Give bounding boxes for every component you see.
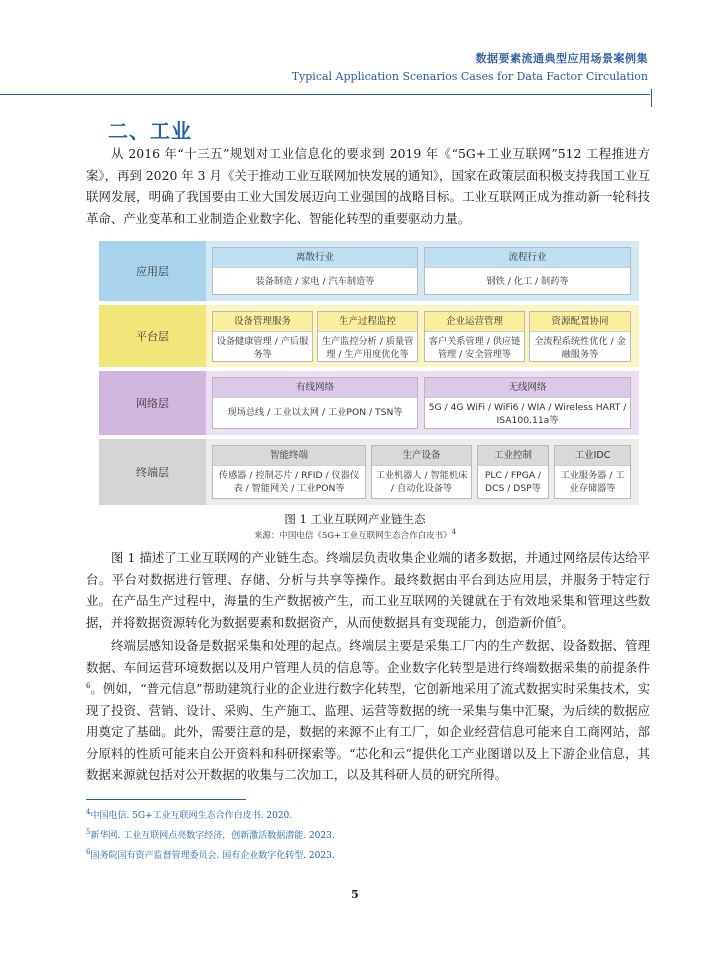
header-title-cn: 数据要素流通典型应用场景案例集 bbox=[475, 52, 648, 65]
industrial-idc-box bbox=[554, 445, 631, 499]
paragraph-3-text: 终端层感知设备是数据采集和处理的起点。终端层主要是采集工厂内的生产数据、设备数据、管理数据、车间运营环境数据以及用户管理人员的信息等。企业数字化转型是进行终端数据采集的前提条件 bbox=[86, 638, 650, 675]
terminal-layer-label: 终端层 bbox=[99, 439, 206, 505]
footnote-divider bbox=[86, 799, 246, 800]
wired-network-box bbox=[212, 377, 418, 429]
smart-terminal-title: 智能终端 bbox=[213, 446, 365, 466]
production-monitoring-box bbox=[317, 311, 418, 362]
discrete-industry-title: 离散行业 bbox=[213, 248, 417, 268]
enterprise-operation-title: 企业运营管理 bbox=[425, 312, 524, 332]
paragraph-intro: 从 2016 年“十三五”规划对工业信息化的要求到 2019 年《“5G+工业互联网”512 工程推进方案》，再到 2020 年 3 月《关于推动工业互联网加快发展的通知》，国家在政策层面积极支持我国工业互联网发展，明确了我国要由工业大国发展迈向工业强国的战略目标。工业互联网正成为推动新一轮科技革命、产业变革和工业制造企业数字化、智能化转型的重要驱动力量。 bbox=[86, 146, 650, 226]
paragraph-2-text: 图 1 描述了工业互联网的产业链生态。终端层负责收集企业端的诸多数据，并通过网络层传达给平台。平台对数据进行管理、存储、分析与共享等操作。最终数据由平台到达应用层，并服务于特定行业。在产品生产过程中，海量的生产数据被产生，而工业互联网的关键就在于有效地采集和管理这些数据，并将数据资源转化为数据要素和数据资产，从而使数据具有变现能力，创造新价值 bbox=[86, 550, 650, 630]
footnote-4 bbox=[86, 808, 292, 821]
industrial-control-box bbox=[477, 445, 549, 499]
wired-network-title: 有线网络 bbox=[213, 378, 417, 398]
footnote-5-text: 新华网. 工业互联网点亮数字经济，创新激活数据潜能. 2023. bbox=[90, 831, 335, 841]
footnote-6 bbox=[86, 848, 335, 861]
wireless-network-box bbox=[424, 377, 631, 429]
production-equipment-title: 生产设备 bbox=[372, 446, 471, 466]
process-industry-box bbox=[424, 247, 631, 295]
footnote-5 bbox=[86, 828, 335, 841]
industrial-control-title: 工业控制 bbox=[478, 446, 548, 466]
resource-allocation-body: 全流程系统性优化 / 金融服务等 bbox=[534, 336, 626, 360]
industrial-control-body: PLC / FPGA / DCS / DSP等 bbox=[484, 470, 542, 494]
smart-terminal-box bbox=[212, 445, 366, 499]
terminal-layer bbox=[99, 439, 639, 505]
header-divider bbox=[0, 94, 650, 95]
paragraph-terminal-layer bbox=[86, 635, 650, 786]
paragraph-2-end: 。 bbox=[561, 614, 574, 630]
enterprise-operation-box bbox=[424, 311, 525, 362]
industrial-idc-body: 工业服务器 / 工业存储器等 bbox=[560, 470, 625, 494]
paragraph-3-end: 。例如，“普元信息”帮助建筑行业的企业进行数字化转型，它创新地采用了流式数据实时采集技术，实现了投资、营销、设计、采购、生产施工、监理、运营等数据的统一采集与集中汇聚，为后续的数据应用奠定了基础。此外，需要注意的是，数据的来源不止有工厂，如企业经营信息可能来自工商网站，部分原料的性质可能来自公开资料和科研探索等。“芯化和云”提供化工产业图谱以及上下游企业信息，其数据来源就包括对公开数据的收集与二次加工，以及其科研人员的研究所得。 bbox=[86, 681, 650, 782]
footnote-ref-5[interactable]: 5 bbox=[556, 615, 562, 624]
network-layer-label: 网络层 bbox=[99, 371, 206, 435]
platform-layer bbox=[99, 305, 639, 367]
section-title: 二、工业 bbox=[108, 119, 192, 143]
discrete-industry-box bbox=[212, 247, 418, 295]
industrial-idc-title: 工业IDC bbox=[555, 446, 630, 466]
device-management-title: 设备管理服务 bbox=[213, 312, 312, 332]
platform-layer-label: 平台层 bbox=[99, 305, 206, 367]
header-title-en: Typical Application Scenarios Cases for Data Factor Circulation bbox=[291, 70, 648, 83]
device-management-body: 设备健康管理 / 产后服务等 bbox=[216, 336, 309, 360]
resource-allocation-title: 资源配置协同 bbox=[530, 312, 630, 332]
device-management-box bbox=[212, 311, 313, 362]
production-equipment-box bbox=[371, 445, 472, 499]
resource-allocation-box bbox=[529, 311, 631, 362]
figure-caption: 图 1 工业互联网产业链生态 bbox=[284, 512, 426, 526]
process-industry-body: 钢铁 / 化工 / 制药等 bbox=[486, 276, 569, 287]
application-layer bbox=[99, 241, 639, 301]
footnote-6-num: 6 bbox=[86, 848, 91, 856]
wired-network-body: 现场总线 / 工业以太网 / 工业PON / TSN等 bbox=[227, 407, 403, 418]
production-equipment-body: 工业机器人 / 智能机床 / 自动化设备等 bbox=[375, 470, 468, 494]
smart-terminal-body: 传感器 / 控制芯片 / RFID / 仪器仪表 / 智能网关 / 工业PON等 bbox=[218, 470, 360, 494]
footnote-ref-6[interactable]: 6 bbox=[86, 681, 91, 690]
footnote-6-text: 国务院国有资产监督管理委员会. 国有企业数字化转型. 2023. bbox=[90, 851, 335, 861]
footnote-4-num: 4 bbox=[86, 808, 91, 816]
figure-source bbox=[0, 529, 710, 541]
figure-source-footnote-ref[interactable]: 4 bbox=[451, 528, 457, 537]
wireless-network-title: 无线网络 bbox=[425, 378, 630, 398]
footnote-5-num: 5 bbox=[86, 828, 91, 836]
production-monitoring-title: 生产过程监控 bbox=[318, 312, 417, 332]
industry-chain-figure bbox=[99, 241, 639, 505]
figure-source-text: 来源：中国电信《5G+工业互联网生态合作白皮书》 bbox=[253, 531, 452, 541]
discrete-industry-body: 装备制造 / 家电 / 汽车制造等 bbox=[255, 276, 375, 287]
process-industry-title: 流程行业 bbox=[425, 248, 630, 268]
footnote-4-text: 中国电信. 5G+工业互联网生态合作白皮书. 2020. bbox=[90, 811, 293, 821]
application-layer-label: 应用层 bbox=[99, 241, 206, 301]
enterprise-operation-body: 客户关系管理 / 供应链管理 / 安全管理等 bbox=[428, 336, 521, 360]
network-layer bbox=[99, 371, 639, 435]
production-monitoring-body: 生产监控分析 / 质量管理 / 生产用度优化等 bbox=[321, 336, 414, 360]
wireless-network-body: 5G / 4G WiFi / WiFi6 / WIA / Wireless HART / ISA100.11a等 bbox=[428, 402, 627, 426]
paragraph-figure-description bbox=[86, 547, 650, 633]
page-number: 5 bbox=[351, 888, 359, 901]
